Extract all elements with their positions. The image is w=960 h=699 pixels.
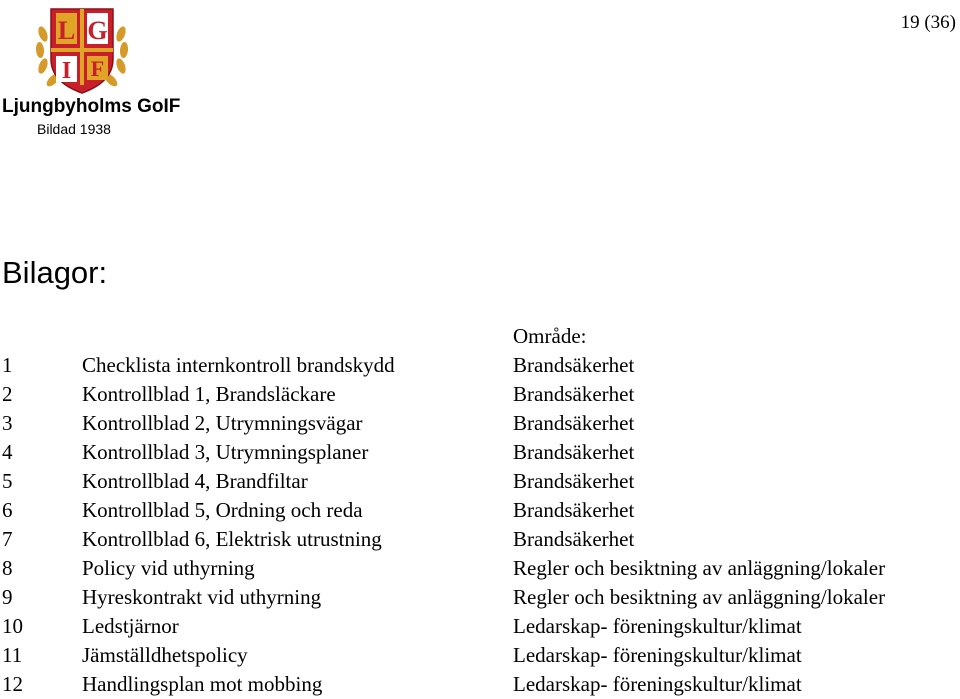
attachment-area: Brandsäkerhet: [513, 527, 635, 551]
attachment-number: 1: [2, 353, 13, 377]
logo-letter-f: F: [90, 56, 105, 81]
attachment-number: 11: [2, 643, 23, 667]
logo-letter-i: I: [61, 58, 72, 84]
list-item: [0, 467, 960, 496]
list-item: [0, 351, 960, 380]
attachment-title: Handlingsplan mot mobbing: [82, 672, 323, 696]
list-item: [0, 583, 960, 612]
attachment-area: Ledarskap- föreningskultur/klimat: [513, 614, 802, 638]
attachment-title: Kontrollblad 2, Utrymningsvägar: [82, 411, 363, 435]
logo-letter-l: L: [57, 16, 76, 45]
list-item: [0, 438, 960, 467]
list-item: [0, 612, 960, 641]
attachment-number: 5: [2, 469, 13, 493]
attachment-number: 3: [2, 411, 13, 435]
attachment-number: 10: [2, 614, 23, 638]
attachment-area: Brandsäkerhet: [513, 498, 635, 522]
attachment-area: Brandsäkerhet: [513, 411, 635, 435]
attachment-number: 6: [2, 498, 13, 522]
organization-name: Ljungbyholms GoIF: [2, 96, 181, 117]
attachment-list: [0, 351, 960, 699]
attachment-title: Kontrollblad 3, Utrymningsplaner: [82, 440, 369, 464]
list-item: [0, 525, 960, 554]
page-number: 19 (36): [900, 12, 956, 33]
logo-letter-g: G: [87, 16, 108, 45]
attachment-title: Checklista internkontroll brandskydd: [82, 353, 395, 377]
attachment-number: 7: [2, 527, 13, 551]
attachment-title: Kontrollblad 1, Brandsläckare: [82, 382, 336, 406]
list-item: [0, 641, 960, 670]
attachment-number: 9: [2, 585, 13, 609]
club-logo: [33, 4, 131, 96]
attachment-number: 2: [2, 382, 13, 406]
attachment-area: Ledarskap- föreningskultur/klimat: [513, 643, 802, 667]
attachment-area: Brandsäkerhet: [513, 469, 635, 493]
attachment-area: Brandsäkerhet: [513, 382, 635, 406]
attachment-title: Policy vid uthyrning: [82, 556, 255, 580]
list-item: [0, 554, 960, 583]
attachment-number: 12: [2, 672, 23, 696]
attachment-title: Hyreskontrakt vid uthyrning: [82, 585, 322, 609]
attachment-area: Ledarskap- föreningskultur/klimat: [513, 672, 802, 696]
attachment-title: Kontrollblad 6, Elektrisk utrustning: [82, 527, 382, 551]
list-item: [0, 670, 960, 699]
attachment-title: Kontrollblad 4, Brandfiltar: [82, 469, 308, 493]
area-column-header: Område:: [513, 324, 587, 348]
attachment-area: Brandsäkerhet: [513, 440, 635, 464]
attachment-area: Regler och besiktning av anläggning/lokaler: [513, 556, 886, 580]
attachment-area: Brandsäkerhet: [513, 353, 635, 377]
attachment-number: 8: [2, 556, 13, 580]
list-item: [0, 380, 960, 409]
attachment-title: Jämställdhetspolicy: [82, 643, 248, 667]
attachment-title: Kontrollblad 5, Ordning och reda: [82, 498, 363, 522]
organization-founded: Bildad 1938: [37, 121, 111, 137]
attachment-title: Ledstjärnor: [82, 614, 179, 638]
list-item: [0, 496, 960, 525]
list-item: [0, 409, 960, 438]
attachment-area: Regler och besiktning av anläggning/lokaler: [513, 585, 886, 609]
page-title: Bilagor:: [2, 255, 108, 290]
attachment-number: 4: [2, 440, 13, 464]
